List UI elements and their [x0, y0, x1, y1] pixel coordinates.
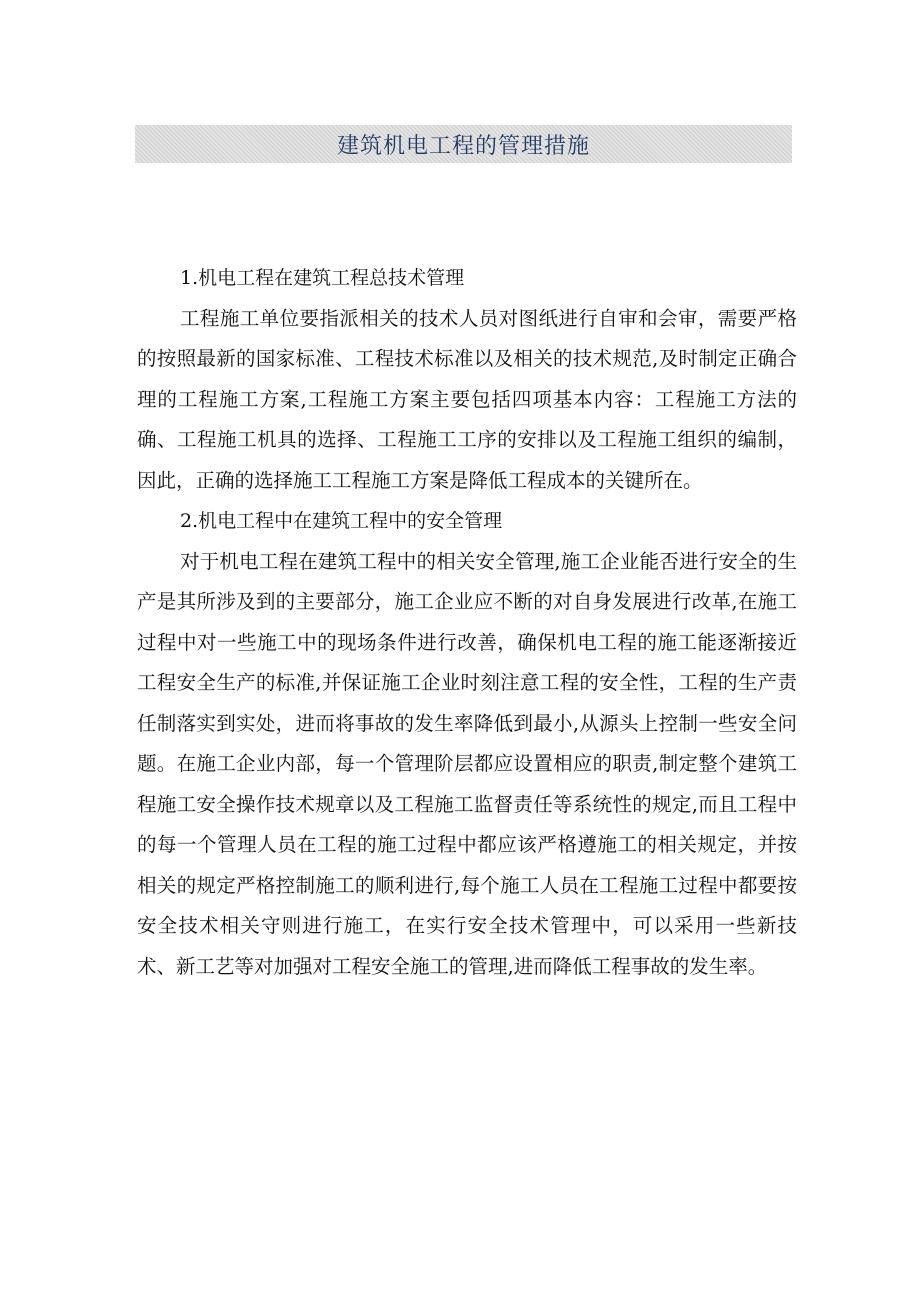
title-banner — [135, 125, 792, 163]
section-paragraph-1: 工程施工单位要指派相关的技术人员对图纸进行自审和会审，需要严格的按照最新的国家标准、工程技术标准以及相关的技术规范,及时制定正确合理的工程施工方案,工程施工方案主要包括四项基本内容：工程施工方法的确、工程施工机具的选择、工程施工工序的安排以及工程施工组织的编制，因此，正确的选择施工工程施工方案是降低工程成本的关键所在。 — [137, 306, 797, 492]
section-heading-1: 1.机电工程在建筑工程总技术管理 — [180, 267, 465, 289]
document-body — [137, 258, 797, 987]
document-title: 建筑机电工程的管理措施 — [336, 133, 590, 159]
section-heading-2: 2.机电工程中在建筑工程中的安全管理 — [180, 510, 503, 532]
section-paragraph-2: 对于机电工程在建筑工程中的相关安全管理,施工企业能否进行安全的生产是其所涉及到的主要部分，施工企业应不断的对自身发展进行改革,在施工过程中对一些施工中的现场条件进行改善，确保机电工程的施工能逐渐接近工程安全生产的标准,并保证施工企业时刻注意工程的安全性，工程的生产责任制落实到实处，进而将事故的发生率降低到最小,从源头上控制一些安全问题。在施工企业内部，每一个管理阶层都应设置相应的职责,制定整个建筑工程施工安全操作技术规章以及工程施工监督责任等系统性的规定,而且工程中的每一个管理人员在工程的施工过程中都应该严格遵施工的相关规定，并按相关的规定严格控制施工的顺利进行,每个施工人员在工程施工过程中都要按安全技术相关守则进行施工，在实行安全技术管理中，可以采用一些新技术、新工艺等对加强对工程安全施工的管理,进而降低工程事故的发生率。 — [137, 549, 797, 978]
